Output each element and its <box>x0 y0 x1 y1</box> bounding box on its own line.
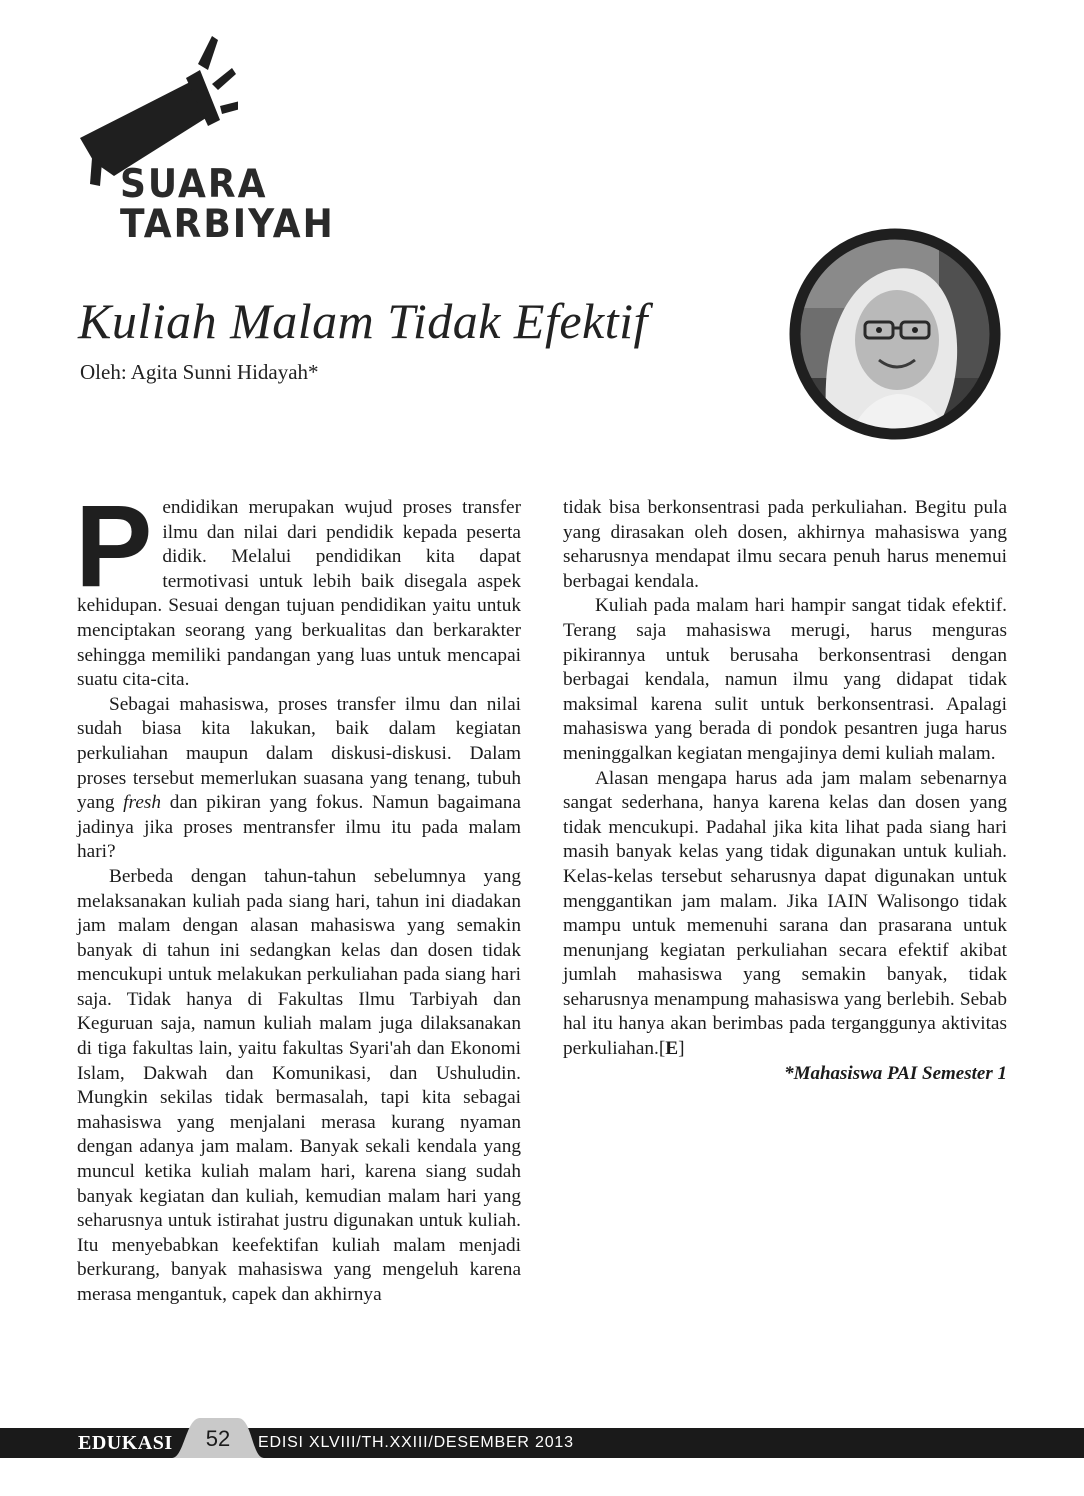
author-note: *Mahasiswa PAI Semester 1 <box>784 1062 1007 1084</box>
paragraph-1: Pendidikan merupakan wujud proses transfer ilmu dan nilai dari pendidik kepada peserta didik. Melalui pendidikan kita dapat termotivasi untuk lebih baik disegala aspek kehidupan. Sesuai dengan tujuan pendidikan yaitu untuk menciptakan seorang yang berkualitas dan berkarakter sehingga memiliki pandangan yang luas untuk mencapai suatu cita-cita. <box>75 481 521 691</box>
section-name-line-1: SUARA <box>120 161 268 207</box>
paragraph-3: Berbeda dengan tahun-tahun sebelumnya yang melaksanakan kuliah pada siang hari, tahun ini diadakan jam malam dengan alasan mahasiswa yang semakin banyak di tahun ini sedangkan kelas dan dosen tidak mencukupi untuk melakukan perkuliahan pada siang hari saja. Tidak hanya di Fakultas Ilmu Tarbiyah dan Keguruan saja, namun kuliah malam juga dilaksanakan di tiga fakultas lain, yaitu fakultas Syari'ah dan Ekonomi Islam, Dakwah dan Komunikasi, dan Ushuludin. Mungkin sekilas tidak bermasalah, tapi kita sebagai mahasiswa yang menjalani merasa kurang nyaman dengan adanya jam malam. Banyak sekali kendala yang muncul ketika kuliah malam hari, karena siang sudah banyak kegiatan dan kuliah, kemudian malam hari yang seharusnya untuk istirahat justru digunakan untuk kuliah. Itu menyebabkan keefektifan kuliah malam menjadi berkurang, banyak mahasiswa yang mengeluh karena merasa mengantuk, capek dan akhirnya <box>77 865 521 1305</box>
article-column-right <box>563 496 1007 1086</box>
page-number: 52 <box>205 1426 231 1451</box>
article-column-left <box>75 481 521 1308</box>
footer-brand: EDUKASI <box>78 1432 173 1454</box>
end-mark: [E] <box>658 1038 685 1060</box>
drop-cap: P <box>75 481 153 611</box>
article-title: Kuliah Malam Tidak Efektif <box>78 293 648 349</box>
section-name-line-2: TARBIYAH <box>120 201 335 247</box>
paragraph-4: Kuliah pada malam hari hampir sangat tidak efektif. Terang saja mahasiswa merugi, harus menguras pikirannya untuk berusaha berkonsentrasi dengan berbagai kendala, namun ilmu yang didapat tidak maksimal karena sulit untuk berkonsentrasi. Apalagi mahasiswa yang berada di pondok pesantren juga harus meninggalkan kegiatan mengajinya demi kuliah malam. <box>563 595 1007 764</box>
paragraph-3-continued: tidak bisa berkonsentrasi pada perkuliahan. Begitu pula yang dirasakan oleh dosen, akhirnya mahasiswa yang seharusnya mendapat ilmu secara penuh harus menemui berbagai kendala. <box>563 497 1007 592</box>
edition-info: EDISI XLVIII/TH.XXIII/DESEMBER 2013 <box>258 1434 574 1451</box>
paragraph-2: Sebagai mahasiswa, proses transfer ilmu dan nilai sudah biasa kita lakukan, baik dalam kegiatan perkuliahan maupun dalam diskusi-diskusi. Dalam proses tersebut memerlukan suasana yang tenang, tubuh yang fresh dan pikiran yang fokus. Namun bagaimana jadinya jika proses mentransfer ilmu itu pada malam hari? <box>77 693 521 863</box>
article-byline: Oleh: Agita Sunni Hidayah* <box>80 360 319 384</box>
paragraph-5: Alasan mengapa harus ada jam malam sebenarnya sangat sederhana, hanya karena kelas dan dosen yang tidak mencukupi. Padahal jika kita lihat pada siang hari masih banyak kelas yang tidak digunakan untuk kuliah. Kelas-kelas tersebut seharusnya dapat digunakan untuk menggantikan jam malam. Jika IAIN Walisongo tidak mampu untuk memenuhi sarana dan prasarana untuk menunjang kegiatan perkuliahan secara efektif akibat jumlah mahasiswa yang semakin banyak, tidak seharusnya menampung mahasiswa yang berlebih. Sebab hal itu hanya akan berimbas pada terganggunya aktivitas perkuliahan.[E] <box>563 767 1007 1060</box>
section-logo <box>78 34 335 247</box>
author-portrait <box>789 228 1001 440</box>
